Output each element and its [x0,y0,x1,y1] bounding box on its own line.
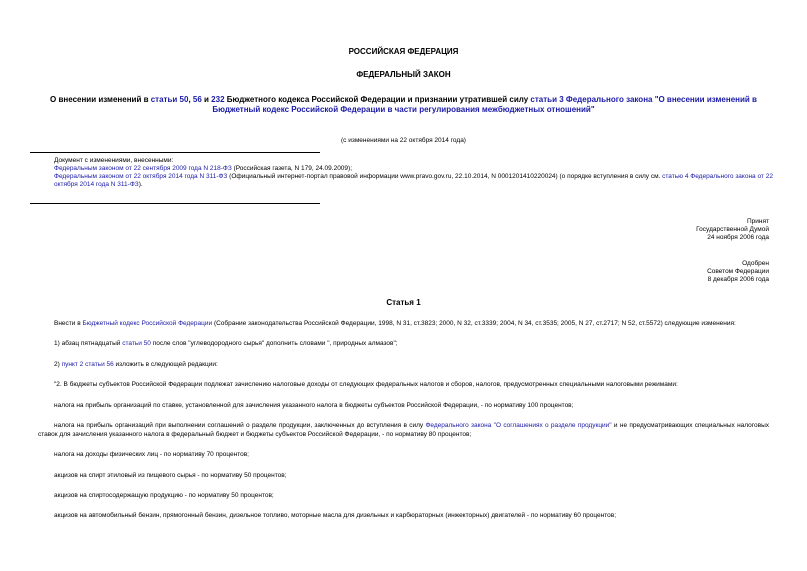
link-law-311-article-4[interactable]: статью 4 Федерального закона от 22 октября 2014 года N 311-ФЗ [54,173,773,189]
title-text: и [201,95,212,104]
law-type-heading: ФЕДЕРАЛЬНЫЙ ЗАКОН [356,70,451,79]
divider-top [30,152,320,153]
accepted-body: Государственной Думой [696,226,769,234]
divider-bottom [30,203,320,204]
paragraph: акцизов на спирт этиловый из пищевого сырья - по нормативу 50 процентов; [54,471,287,479]
approved-block [707,260,769,284]
country-heading: РОССИЙСКАЯ ФЕДЕРАЦИЯ [348,47,459,56]
paragraph: акцизов на автомобильный бензин, прямогонный бензин, дизельное топливо, моторные масла для дизельных и карбюраторных (инжекторных) двигателей - по нормативу 60 процентов; [54,512,616,520]
title-text: О внесении изменений в [50,95,151,104]
paragraph: акцизов на спиртосодержащую продукцию - по нормативу 50 процентов; [54,491,274,499]
accepted-block [696,218,769,242]
paragraph: "2. В бюджеты субъектов Российской Федерации подлежат зачислению налоговые доходы от следующих федеральных налогов и сборов, налогов, предусмотренных специальными налоговыми режимами: [54,381,678,389]
link-article-56[interactable]: 56 [192,95,202,104]
article-body [38,320,769,533]
amendment-text: (Российская газета, N 179, 24.09.2009); [231,165,353,173]
paragraph: налога на прибыль организаций при выполнении соглашений о разделе продукции, заключенных до вступления в силу Федерального закона "О соглашениях о разделе продукции" и не предусматривающих специальных налоговых ставок для зачисления указанного налога в федеральный бюджет и бюджеты субъектов Российской Федерации, - по нормативу 80 процентов; [38,422,769,438]
paragraph: 2) пункт 2 статьи 56 изложить в следующей редакции: [54,360,218,368]
link-article-50-body[interactable]: статьи 50 [122,340,151,348]
accepted-date: 24 ноября 2006 года [707,234,769,242]
title-text: , [188,95,193,104]
link-law-218[interactable]: Федеральным законом от 22 сентября 2009 года N 218-ФЗ [54,165,232,173]
paragraph: налога на доходы физических лиц - по нормативу 70 процентов; [54,451,249,459]
link-law-311[interactable]: Федеральным законом от 22 октября 2014 года N 311-ФЗ [54,173,228,181]
paragraph: налога на прибыль организаций по ставке, установленной для зачисления указанного налога в бюджеты субъектов Российской Федерации, - по нормативу 100 процентов; [54,401,574,409]
title-text: Бюджетного кодекса Российской Федерации и признании утратившей силу [224,95,531,104]
link-article-232[interactable]: 232 [211,95,225,104]
edition-note: (с изменениями на 22 октября 2014 года) [341,137,466,144]
link-psa-law[interactable]: Федерального закона "О соглашениях о разделе продукции" [425,422,612,430]
article-heading: Статья 1 [386,298,421,307]
approved-date: 8 декабря 2006 года [707,276,769,284]
accepted-label: Принят [746,218,769,225]
link-article-56-point-2[interactable]: пункт 2 статьи 56 [61,360,114,368]
amendments-intro: Документ с изменениями, внесенными: [54,157,174,164]
link-article-50[interactable]: статьи 50 [150,95,189,104]
amendment-text: (Официальный интернет-портал правовой информации www.pravo.gov.ru, 22.10.2014, N 0001201410220024) (о порядке вступления в силу см. [227,173,663,181]
paragraph: Внести в Бюджетный кодекс Российской Федерации (Собрание законодательства Российской Федерации, 1998, N 31, ст.3823; 2000, N 32, ст.3339; 2004, N 34, ст.3535; 2005, N 27, ст.2717; N 52, ст.5572) следующие изменения: [54,320,736,327]
law-title [30,95,777,115]
link-budget-code[interactable]: Бюджетный кодекс Российской Федерации [82,320,213,327]
amendment-item [54,173,774,189]
approved-label: Одобрен [742,260,769,267]
approved-body: Советом Федерации [707,268,769,276]
amendment-text: ). [138,181,143,189]
amendments-note [54,157,774,190]
paragraph: 1) абзац пятнадцатый статьи 50 после слов "углеводородного сырья" дополнить словами ", природных алмазов"; [54,340,398,348]
link-article-3-law[interactable]: статьи 3 Федерального закона "О внесении изменений в Бюджетный кодекс Российской Федерации в части регулирования межбюджетных отношений" [212,95,757,114]
